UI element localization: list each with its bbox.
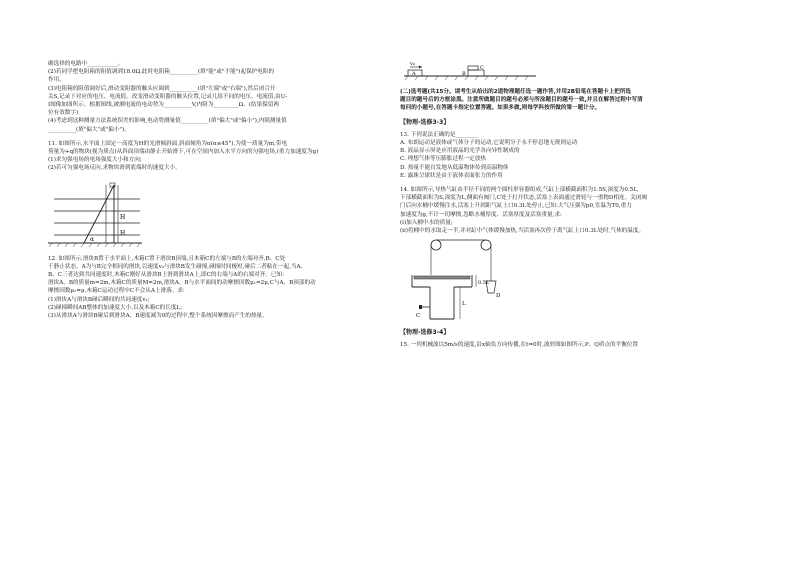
section-title-3-4: 【物理-选修3-4】 <box>400 329 450 337</box>
fig12-label-B: B <box>462 71 466 77</box>
right-column <box>400 60 750 350</box>
fig14-label-L: L <box>462 301 466 308</box>
text-line: 位有效数字) <box>48 110 79 117</box>
figure-11-incline <box>48 173 374 249</box>
option-e: E. 露珠呈球状是由于液体表面张力的作用 <box>400 172 503 179</box>
question-12-stem: 12. 如图所示,滑块B置于水平面上,木箱C置于滑块B顶端,且木箱C的左端与B的左端对齐,B、C处 <box>48 255 286 262</box>
incline-diagram <box>44 175 164 251</box>
text-line: (3)电阻箱的阻值调好后,滑动变阻器的触头应调到__________(填"左端"或"右端"),然后闭合开 <box>48 85 276 92</box>
elective-section-header: (二)选考题(共15分。请考生从给出的2道物理题任选一题作答,并用2B铅笔在答题卡上把所选 <box>400 89 632 95</box>
text-line: (1)求匀强电场的电场强度大小和方向; <box>48 157 142 164</box>
text-line: 荷量为+q的物块(视为质点)从斜面顶端由静止开始滑下,可在空间内加入水平方向的匀强电场,(重力加速度为g) <box>48 149 319 156</box>
text-line: (2)碰撞瞬间AB整体的加速度大小,以及木箱C的长度L; <box>48 304 183 311</box>
text-line: 确选择的电路中___________。 <box>48 61 124 67</box>
text-line: (2)若可匀强电场反向,求物块滑到底端时的速度大小。 <box>48 165 181 172</box>
text-line: (3)从滑块A与滑块B碰后到滑块A、B速度减为0的过程中,整个系统因摩擦而产生的热量。 <box>48 313 268 320</box>
fig12-label-C: C <box>480 65 484 71</box>
text-line: 作用。 <box>48 77 65 84</box>
left-column <box>48 60 374 320</box>
option-d: D. 热量不能自发地从低温物体传到高温物体 <box>400 164 509 171</box>
text-line: (2)若同学把电阻箱的阻值调到18.0Ω,此时电阻箱__________(填"能"或"不能")起保护电阻的 <box>48 69 275 76</box>
text-line: 滑块A、B的质量m=2m,木箱C的质量M=2m,滑块A、B与水平面间的动摩擦因数μ₁=2μ,C与A、B顶部的动 <box>48 280 316 287</box>
fig14-label-C: C <box>416 313 421 320</box>
text-line: I图像如图所示。根据图线,被测电流的电动势为__________V,内阻为_________Ω。(结果保留两 <box>48 102 280 109</box>
text-line: 加速度为g,不计一切摩擦,忽略水桶厚度、活塞厚度及活塞重量,求: <box>400 211 562 218</box>
text-line: (1)滑块A与滑块B碰后瞬间的共同速度v₁; <box>48 296 150 303</box>
fig14-label-0.5L: 0.5L <box>478 280 490 287</box>
question-11-stem: 11. 如图所示,水平面上固定一高度为H的光滑倾斜面,斜面倾角为α(α≤45°),为使一质量为m,带电 <box>48 140 288 147</box>
fig11-label-H: H <box>120 213 126 221</box>
text-line: __________(填"偏大"或"偏小")。 <box>48 126 130 133</box>
fig11-label-alpha: α <box>90 235 95 243</box>
option-c: C. 理想气体等压膨胀过程一定放热 <box>400 156 486 163</box>
text-line: 门后向水桶中缓慢注水,活塞上升到距气缸上口0.3L处停止,已知:大气压强为p0,室温为T0,重力 <box>400 203 632 210</box>
question-15-stem: 15. 一列机械波以5m/s的速度,沿x轴负方向传播,在t=0时,波形图如图所示,P、Q质点的平衡位置 <box>400 342 638 349</box>
fig11-label-H2: H <box>120 229 126 237</box>
figure-12-blocks <box>400 60 750 82</box>
question-14-stem: 14. 如图所示,导热气缸由半径不同的两个圆柱形容器组成,气缸上部横截面积为1.5S,深度为0.5L, <box>400 187 639 194</box>
figure-14-cylinder <box>400 235 750 323</box>
fig14-label-D: D <box>496 293 501 300</box>
text-line: 下部横截面积为S,深度为L,侧面有阀门,C处于打开状态,活塞上表面通过滑轮与一重物D相连。关闭阀 <box>400 195 647 202</box>
text-line: B、C三者达到共同速度时,木箱C刚好从滑块B上滑到滑块A上,即C的右端与A的右端对齐。已知: <box>48 272 284 279</box>
fig12-label-v0: v₀ <box>410 61 415 67</box>
cylinder-diagram <box>400 237 540 325</box>
text-line: (ii)将桶中的水取走一半,并对缸中气体缓慢加热,当活塞再次停于离气缸上口0.3L处时,气体的温度。 <box>400 228 645 235</box>
text-line: 题目的题号后的方框涂黑。注意所做题目的题号必须与所涂题目的题号一致,并且在解答过程中写清 <box>400 97 643 104</box>
text-line: (4)考虑到这种测量方法系统误差的影响,电动势测量值__________(填"偏大"或"偏小"),内阻测量值 <box>48 118 287 125</box>
text-line: 每问的小题号,在答题卡指定位置答题。如果多做,则每学科按所做的第一题计分。 <box>400 105 601 112</box>
text-line: (i)加入桶中水的质量; <box>400 219 453 226</box>
text-line: 关S,记录下对应的电压、电流值。改变滑动变阻器的触头位置,记录几组不同的电压、电流值,由U- <box>48 93 288 100</box>
text-line: 摩擦因数μ₂=μ,木箱C运动过程中C不会从A上滑落。求: <box>48 288 185 295</box>
blocks-diagram <box>400 60 540 82</box>
option-b: B. 液晶显示屏是应用液晶的光学各向异性制成的 <box>400 148 520 155</box>
fig12-label-A: A <box>412 71 416 77</box>
option-a: A. 布朗运动是液体或气体分子的运动,它说明分子永不停息地无规则运动 <box>400 140 578 147</box>
section-title-3-3: 【物理-选修3-3】 <box>400 118 450 126</box>
text-line: 于静止状态。A为与B完全相同的滑块,以速度v₀与滑块B发生碰撞,碰撞时间极短,碰后二者粘在一起,当A、 <box>48 263 307 270</box>
question-13-stem: 13. 下列说法正确的是________ <box>400 131 478 138</box>
